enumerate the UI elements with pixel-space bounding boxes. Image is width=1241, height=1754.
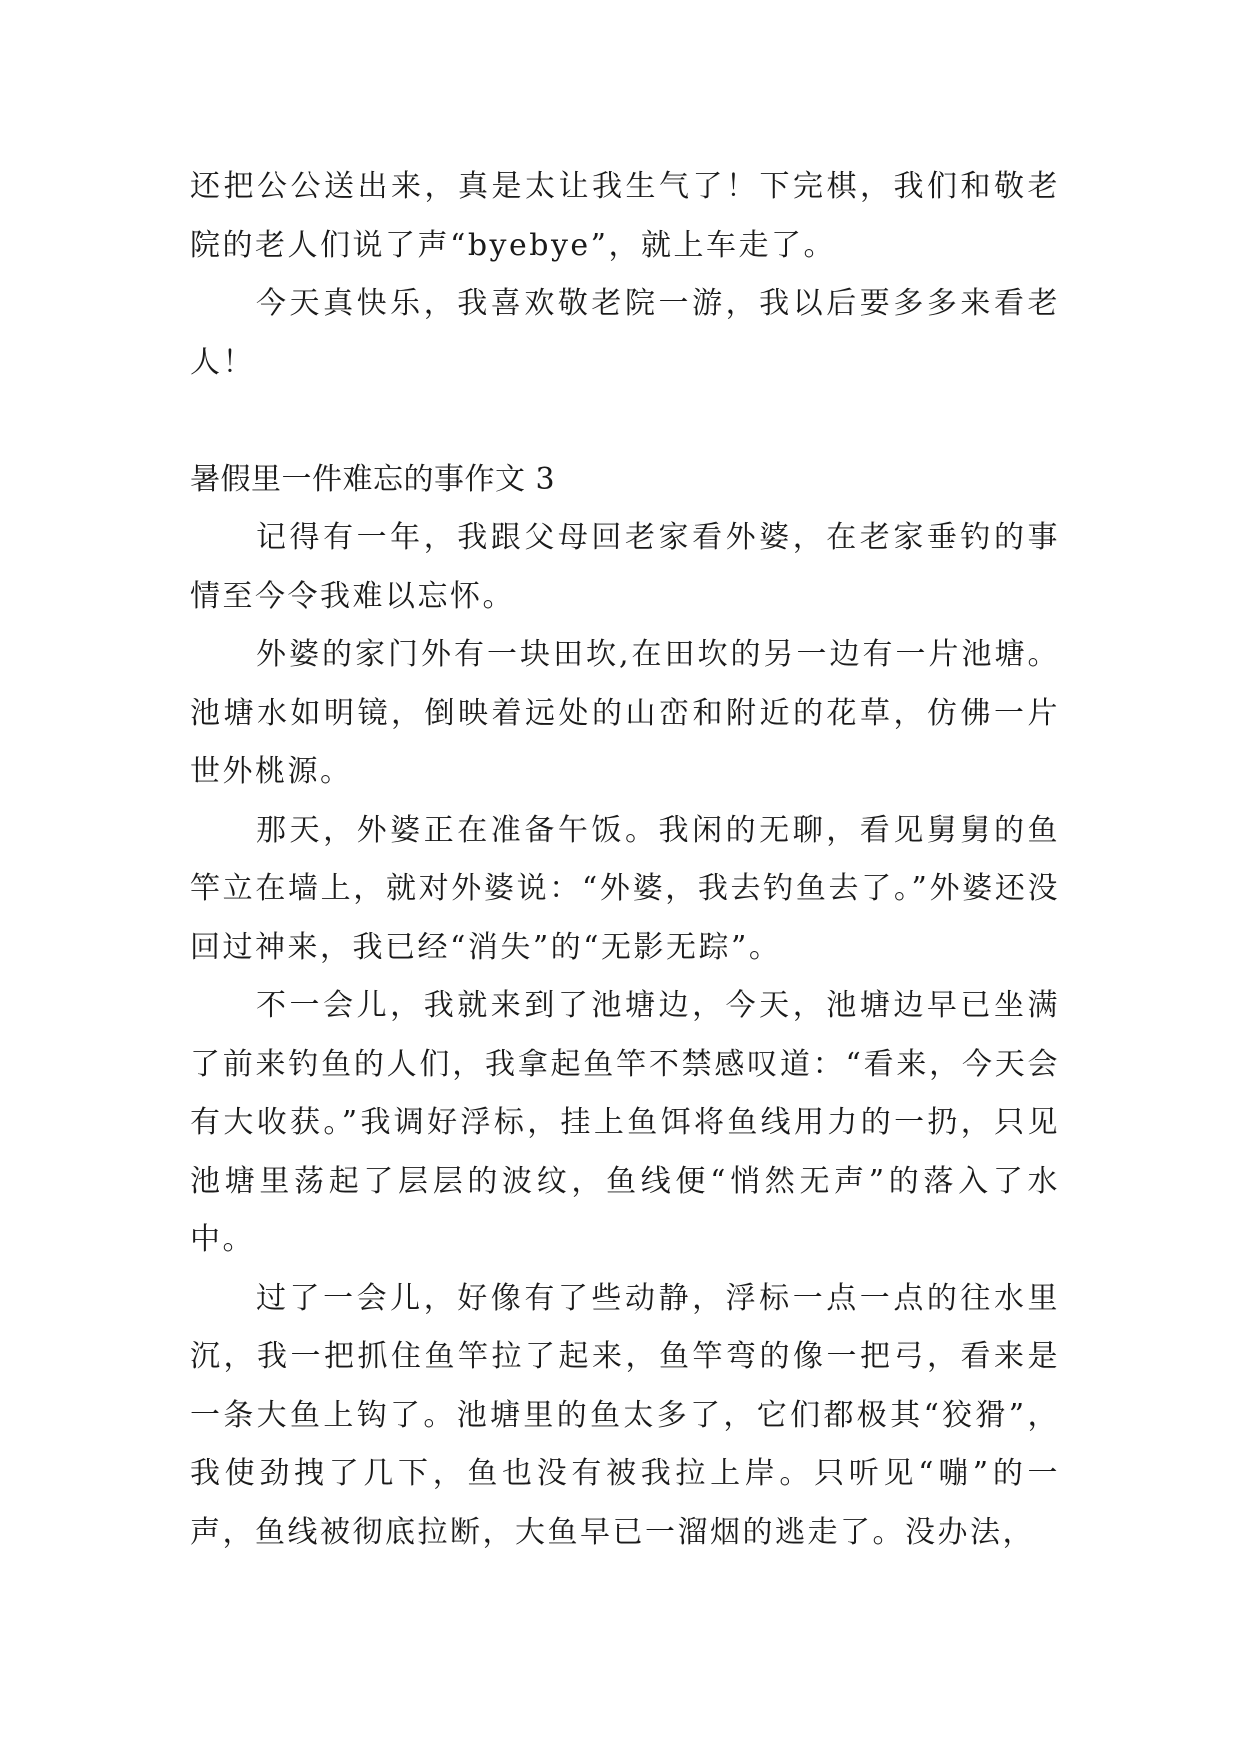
body-paragraph-1: 记得有一年，我跟父母回老家看外婆，在老家垂钓的事情至今令我难以忘怀。 [190, 520, 1060, 614]
paragraph-continued: 还把公公送出来，真是太让我生气了！下完棋，我们和敬老院的老人们说了声“byebye”，就上车走了。 [190, 169, 1060, 263]
essay-heading: 暑假里一件难忘的事作文 3 [190, 461, 556, 497]
body-paragraph-3: 那天，外婆正在准备午饭。我闲的无聊，看见舅舅的鱼竿立在墙上，就对外婆说：“外婆，我去钓鱼去了。”外婆还没回过神来，我已经“消失”的“无影无踪”。 [190, 812, 1060, 965]
body-paragraph-2: 外婆的家门外有一块田坎,在田坎的另一边有一片池塘。池塘水如明镜，倒映着远处的山峦和附近的花草，仿佛一片世外桃源。 [190, 637, 1060, 789]
document-body [190, 158, 1060, 1562]
body-paragraph-5: 过了一会儿，好像有了些动静，浮标一点一点的往水里沉，我一把抓住鱼竿拉了起来，鱼竿弯的像一把弓，看来是一条大鱼上钩了。池塘里的鱼太多了，它们都极其“狡猾”，我使劲拽了几下，鱼也没有被我拉上岸。只听见“嘣”的一声，鱼线被彻底拉断，大鱼早已一溜烟的逃走了。没办法， [190, 1280, 1060, 1550]
section-gap [190, 392, 1060, 451]
body-paragraph-4: 不一会儿，我就来到了池塘边，今天，池塘边早已坐满了前来钓鱼的人们，我拿起鱼竿不禁感叹道：“看来，今天会有大收获。”我调好浮标，挂上鱼饵将鱼线用力的一扔，只见池塘里荡起了层层的波纹，鱼线便“悄然无声”的落入了水中。 [190, 988, 1060, 1257]
paragraph-closing: 今天真快乐，我喜欢敬老院一游，我以后要多多来看老人！ [190, 286, 1060, 380]
